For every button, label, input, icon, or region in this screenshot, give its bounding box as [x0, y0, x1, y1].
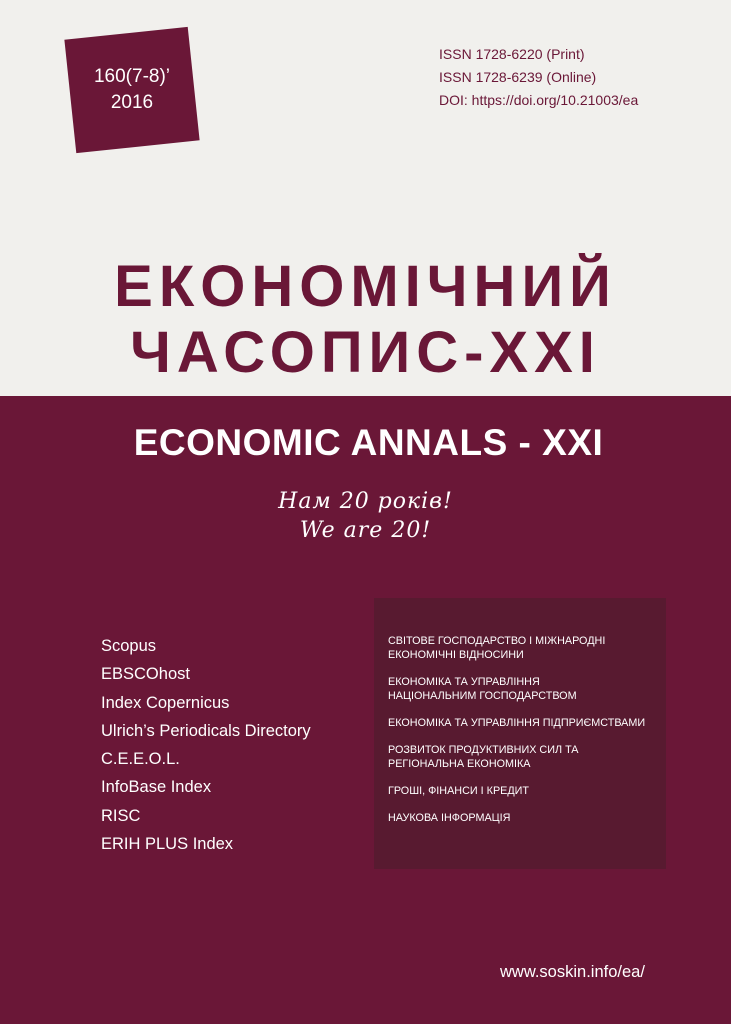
- issue-year: 2016: [110, 92, 154, 113]
- section-item: [388, 812, 510, 826]
- anniversary-en: We are 20!: [299, 518, 432, 543]
- website-link[interactable]: www.soskin.info/ea/: [500, 963, 645, 981]
- sections-box: [374, 598, 666, 869]
- indexing-item: Ulrich’s Periodicals Directory: [101, 721, 311, 740]
- journal-title-ukrainian: [0, 254, 731, 386]
- indexing-item: C.E.E.O.L.: [101, 750, 180, 769]
- anniversary-ua: Нам 20 років!: [278, 489, 453, 514]
- section-line: РОЗВИТОК ПРОДУКТИВНИХ СИЛ ТА: [388, 744, 579, 756]
- section-item: [388, 676, 577, 703]
- title-ua-line2: ЧАСОПИС-XXI: [130, 320, 601, 385]
- section-item: [388, 785, 529, 799]
- section-line: ЕКОНОМІЧНІ ВІДНОСИНИ: [388, 648, 524, 661]
- anniversary-slogan: [0, 487, 731, 545]
- section-line: НАЦІОНАЛЬНИМ ГОСПОДАРСТВОМ: [388, 689, 577, 702]
- identifiers-block: [439, 43, 638, 112]
- indexing-item: EBSCOhost: [101, 665, 190, 684]
- indexing-item: ERIH PLUS Index: [101, 835, 234, 854]
- issn-online: ISSN 1728-6239 (Online): [439, 69, 597, 85]
- section-line: ГРОШІ, ФІНАНСИ І КРЕДИТ: [388, 785, 530, 797]
- section-line: НАУКОВА ІНФОРМАЦІЯ: [388, 812, 511, 824]
- section-line: СВІТОВЕ ГОСПОДАРСТВО І МІЖНАРОДНІ: [388, 635, 606, 647]
- indexing-item: Index Copernicus: [101, 693, 230, 712]
- issue-number: [70, 64, 194, 116]
- section-item: [388, 717, 645, 731]
- section-line: ЕКОНОМІКА ТА УПРАВЛІННЯ ПІДПРИЄМСТВАМИ: [388, 717, 646, 729]
- journal-title-english: ECONOMIC ANNALS - XXI: [133, 422, 604, 463]
- title-ua-line1: ЕКОНОМІЧНИЙ: [114, 254, 617, 319]
- doi: DOI: https://doi.org/10.21003/ea: [439, 92, 639, 108]
- section-item: [388, 744, 579, 771]
- indexing-item: InfoBase Index: [101, 778, 212, 797]
- issn-print: ISSN 1728-6220 (Print): [439, 46, 585, 62]
- section-line: ЕКОНОМІКА ТА УПРАВЛІННЯ: [388, 676, 540, 688]
- section-item: [388, 635, 605, 662]
- indexing-item: RISC: [101, 806, 141, 825]
- issue-volume: 160(7-8)’: [93, 66, 171, 87]
- indexing-item: Scopus: [101, 637, 157, 655]
- section-line: РЕГІОНАЛЬНА ЕКОНОМІКА: [388, 757, 531, 770]
- indexing-list: [101, 632, 311, 858]
